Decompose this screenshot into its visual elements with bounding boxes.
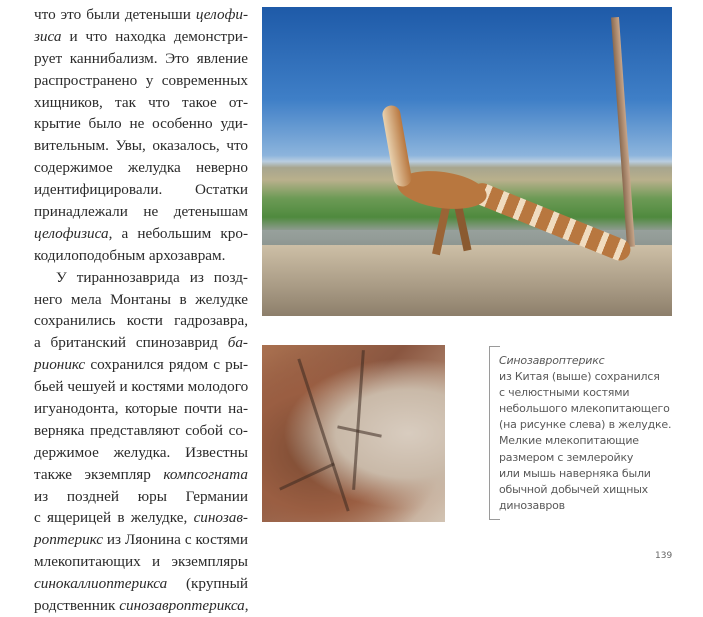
text-run: верняка представляют собой со- xyxy=(34,421,248,439)
caption-line: с челюстными костями xyxy=(499,386,630,400)
italic-term: роптерикс xyxy=(34,531,103,549)
text-run: родственник xyxy=(34,597,120,615)
body-text-line xyxy=(34,113,248,135)
text-run: него мела Монтаны в желудке xyxy=(34,290,248,308)
text-run: крытие было не особенно уди- xyxy=(34,115,248,133)
italic-term: компсогната xyxy=(163,465,248,483)
body-text-line xyxy=(34,595,248,617)
text-run: У тираннозаврида из позд- xyxy=(56,268,248,286)
caption-line: или мышь наверняка были xyxy=(499,466,651,480)
sinosauropteryx-illustration xyxy=(262,7,672,316)
body-text-line xyxy=(34,92,248,114)
body-text-line xyxy=(34,573,248,595)
dinosaur-neck-shape xyxy=(381,104,413,188)
italic-term: целофизиса xyxy=(34,224,109,242)
text-run: бьей чешуей и костями молодого xyxy=(34,378,249,396)
body-text-line xyxy=(34,245,248,267)
body-text-line xyxy=(34,551,248,573)
body-text-line xyxy=(34,157,248,179)
body-text-line xyxy=(34,26,248,48)
body-text-line xyxy=(34,486,248,508)
text-run: держимое желудка. Известны xyxy=(34,443,248,461)
body-text-line xyxy=(34,507,248,529)
body-text-line xyxy=(34,223,248,245)
body-text-line xyxy=(34,464,248,486)
fossil-bone-line xyxy=(279,462,335,490)
caption-line: обычной добычей хищных xyxy=(499,482,648,496)
body-text-line xyxy=(34,289,248,311)
text-run: млекопитающих и экземпляры xyxy=(34,553,248,571)
italic-term: рионикс xyxy=(34,356,86,374)
text-run: вительным. Увы, оказалось, что xyxy=(34,137,248,155)
text-run: кодилоподобным архозаврам. xyxy=(34,246,226,264)
caption-line: динозавров xyxy=(499,498,565,512)
text-run: (крупный xyxy=(167,575,248,593)
fossil-bone-line xyxy=(352,350,365,490)
italic-term: синозавроптерикса xyxy=(119,597,245,615)
text-run: идентифицировали. Остатки xyxy=(34,181,248,199)
caption-line: Мелкие млекопитающие xyxy=(499,434,639,448)
body-text-line xyxy=(34,4,248,26)
text-run: сохранился рядом с ры- xyxy=(85,356,248,374)
body-text-line xyxy=(34,201,248,223)
italic-term: зиса xyxy=(34,27,62,45)
italic-term: ба- xyxy=(227,334,248,352)
body-text-line xyxy=(34,354,248,376)
caption-line: (на рисунке слева) в желудке. xyxy=(499,418,672,432)
italic-term: синозав- xyxy=(193,509,248,527)
caption-title: Синозавроптерикс xyxy=(499,354,605,367)
fossil-bone-line xyxy=(297,358,349,511)
text-run: содержимое желудка неверно xyxy=(34,159,248,177)
text-run: с ящерицей в желудке, xyxy=(34,509,194,527)
text-run: что это были детеныши xyxy=(34,6,196,23)
text-run: игуанодонта, которые почти на- xyxy=(34,400,248,418)
text-run: принадлежали не детенышам xyxy=(34,203,248,221)
body-text-line xyxy=(34,310,248,332)
page-number: 139 xyxy=(655,551,673,561)
text-run: а британский спинозаврид xyxy=(34,334,228,352)
italic-term: целофи- xyxy=(195,6,248,23)
text-run: и что находка демонстри- xyxy=(61,27,248,45)
text-run: , а небольшим кро- xyxy=(108,224,248,242)
body-text-line xyxy=(34,442,248,464)
body-text-line xyxy=(34,398,248,420)
body-text-line xyxy=(34,529,248,551)
text-run: также экземпляр xyxy=(34,465,164,483)
body-text-line xyxy=(34,70,248,92)
body-text-line xyxy=(34,135,248,157)
caption-line: размером с землеройку xyxy=(499,450,634,464)
text-run: рует каннибализм. Это явление xyxy=(34,49,248,67)
body-text-line xyxy=(34,267,248,289)
caption-line: небольшого млекопитающего xyxy=(499,402,670,416)
caption-line: из Китая (выше) сохранился xyxy=(499,370,660,384)
text-run: , xyxy=(244,597,249,615)
body-text-line xyxy=(34,376,248,398)
body-text-column xyxy=(34,4,248,617)
text-run: сохранились кости гадрозавра, xyxy=(34,312,248,330)
body-text-line xyxy=(34,332,248,354)
text-run: хищников, так что такое от- xyxy=(34,93,248,111)
fossil-photo xyxy=(262,345,445,522)
italic-term: синокаллиоптерикса xyxy=(34,575,168,593)
body-text-line xyxy=(34,48,248,70)
text-run: из поздней юры Германии xyxy=(34,487,248,505)
figure-caption xyxy=(489,346,703,520)
body-text-line xyxy=(34,179,248,201)
body-text-line xyxy=(34,420,248,442)
caption-text xyxy=(499,353,703,514)
text-run: распространено у современных xyxy=(34,71,248,89)
text-run: из Ляонина с костями xyxy=(102,531,248,549)
dead-tree-shape xyxy=(611,17,635,247)
